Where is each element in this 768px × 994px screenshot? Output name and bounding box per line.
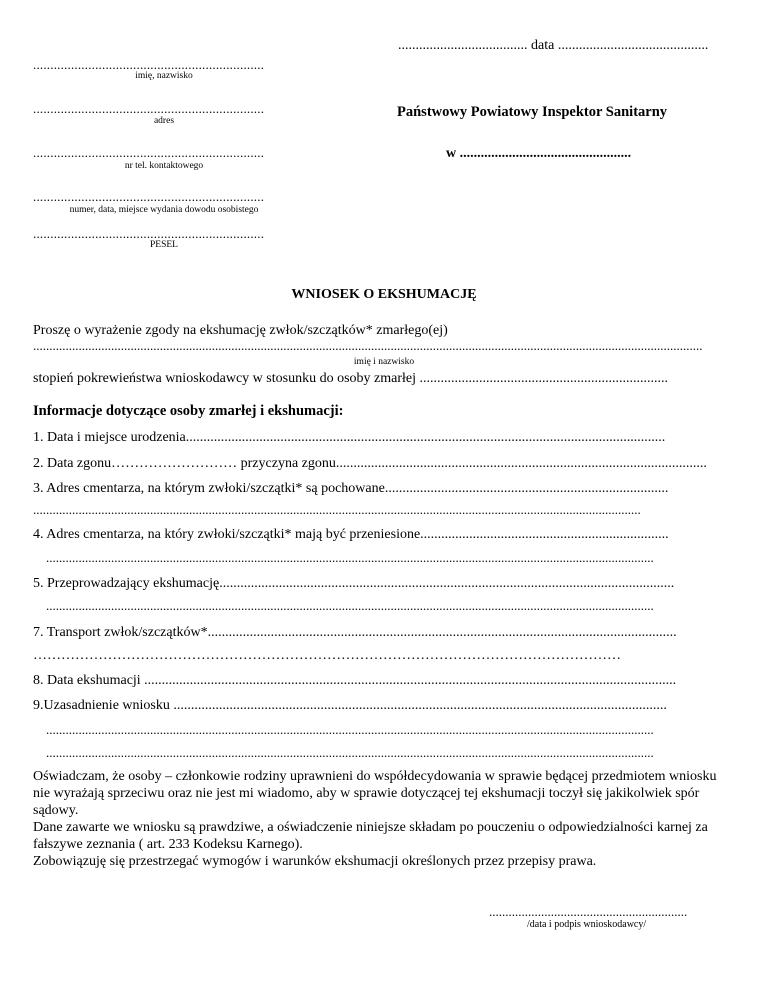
deceased-name-field[interactable]: .............................................................................................................................................................................................................. bbox=[33, 338, 703, 353]
applicant-phone-field[interactable]: ................................................................... bbox=[33, 145, 265, 160]
performer-continuation[interactable]: ........................................................................................................................................................................................... bbox=[46, 598, 654, 613]
signature-field[interactable]: ............................................................. bbox=[489, 904, 688, 919]
document-title: WNIOSEK O EKSHUMACJĘ bbox=[291, 287, 477, 302]
applicant-phone-caption: nr tel. kontaktowego bbox=[124, 161, 204, 171]
justification-field[interactable]: 9.Uzasadnienie wniosku ............................................................................................................................................. bbox=[33, 698, 667, 713]
death-field[interactable]: 2. Data zgonu……………………… przyczyna zgonu.......................................................................................................... bbox=[33, 456, 707, 471]
applicant-pesel-caption: PESEL bbox=[150, 240, 178, 250]
signature-caption: /data i podpis wnioskodawcy/ bbox=[527, 919, 647, 930]
declaration-consent: Oświadczam, że osoby – członkowie rodziny uprawnieni do współdecydowania w sprawie będącej przedmiotem wniosku nie wyrażają sprzeciwu oraz nie jest mi wiadomo, aby w sprawie dotyczącej tej ekshumacji toczył się jakikolwiek spór sądowy. bbox=[33, 769, 717, 818]
justification-continuation-2[interactable]: ........................................................................................................................................................................................... bbox=[46, 745, 654, 760]
recipient-location-field[interactable]: w ................................................. bbox=[446, 146, 632, 161]
birth-field[interactable]: 1. Data i miejsce urodzenia......................................................................................................................................... bbox=[33, 430, 666, 445]
current-cemetery-field[interactable]: 3. Adres cmentarza, na którym zwłoki/szczątki* są pochowane................................................................................. bbox=[33, 481, 669, 496]
declaration-commitment: Zobowiązuję się przestrzegać wymogów i warunków ekshumacji określonych przez przepisy prawa. bbox=[33, 854, 597, 869]
section-heading: Informacje dotyczące osoby zmarłej i ekshumacji: bbox=[33, 403, 344, 419]
performer-field[interactable]: 5. Przeprowadzający ekshumację.................................................................................................................................. bbox=[33, 576, 675, 591]
deceased-name-caption: imię i nazwisko bbox=[353, 357, 415, 367]
applicant-address-caption: adres bbox=[153, 116, 175, 126]
applicant-id-caption: numer, data, miejsce wydania dowodu osobistego bbox=[69, 205, 259, 215]
date-line[interactable]: ..................................... data ........................................... bbox=[398, 38, 709, 53]
applicant-name-field[interactable]: ................................................................... bbox=[33, 57, 265, 72]
applicant-address-field[interactable]: ................................................................... bbox=[33, 101, 265, 116]
exhumation-date-field[interactable]: 8. Data ekshumacji ........................................................................................................................................................ bbox=[33, 673, 677, 688]
new-cemetery-field[interactable]: 4. Adres cmentarza, na który zwłoki/szczątki* mają być przeniesione....................................................................... bbox=[33, 527, 669, 542]
declaration-truthfulness: Dane zawarte we wniosku są prawdziwe, a oświadczenie niniejsze składam po pouczeniu o odpowiedzialności karnej za fałszywe zeznania ( art. 233 Kodeksu Karnego). bbox=[33, 820, 708, 852]
recipient-title: Państwowy Powiatowy Inspektor Sanitarny bbox=[397, 104, 668, 120]
current-cemetery-continuation[interactable]: ........................................................................................................................................................................................... bbox=[33, 502, 641, 517]
new-cemetery-continuation[interactable]: ........................................................................................................................................................................................... bbox=[46, 550, 654, 565]
declaration bbox=[33, 768, 733, 870]
transport-continuation[interactable]: ……………………………………………………………………………………………………………… bbox=[33, 648, 621, 663]
request-intro: Proszę o wyrażenie zgody na ekshumację zwłok/szczątków* zmarłego(ej) bbox=[33, 323, 448, 338]
justification-continuation-1[interactable]: ........................................................................................................................................................................................... bbox=[46, 722, 654, 737]
applicant-name-caption: imię, nazwisko bbox=[135, 71, 193, 81]
transport-field[interactable]: 7. Transport zwłok/szczątków*...................................................................................................................................... bbox=[33, 625, 677, 640]
kinship-field[interactable]: stopień pokrewieństwa wnioskodawcy w stosunku do osoby zmarłej ....................................................................... bbox=[33, 371, 668, 386]
applicant-id-field[interactable]: ................................................................... bbox=[33, 189, 265, 204]
applicant-pesel-field[interactable]: ................................................................... bbox=[33, 226, 265, 241]
